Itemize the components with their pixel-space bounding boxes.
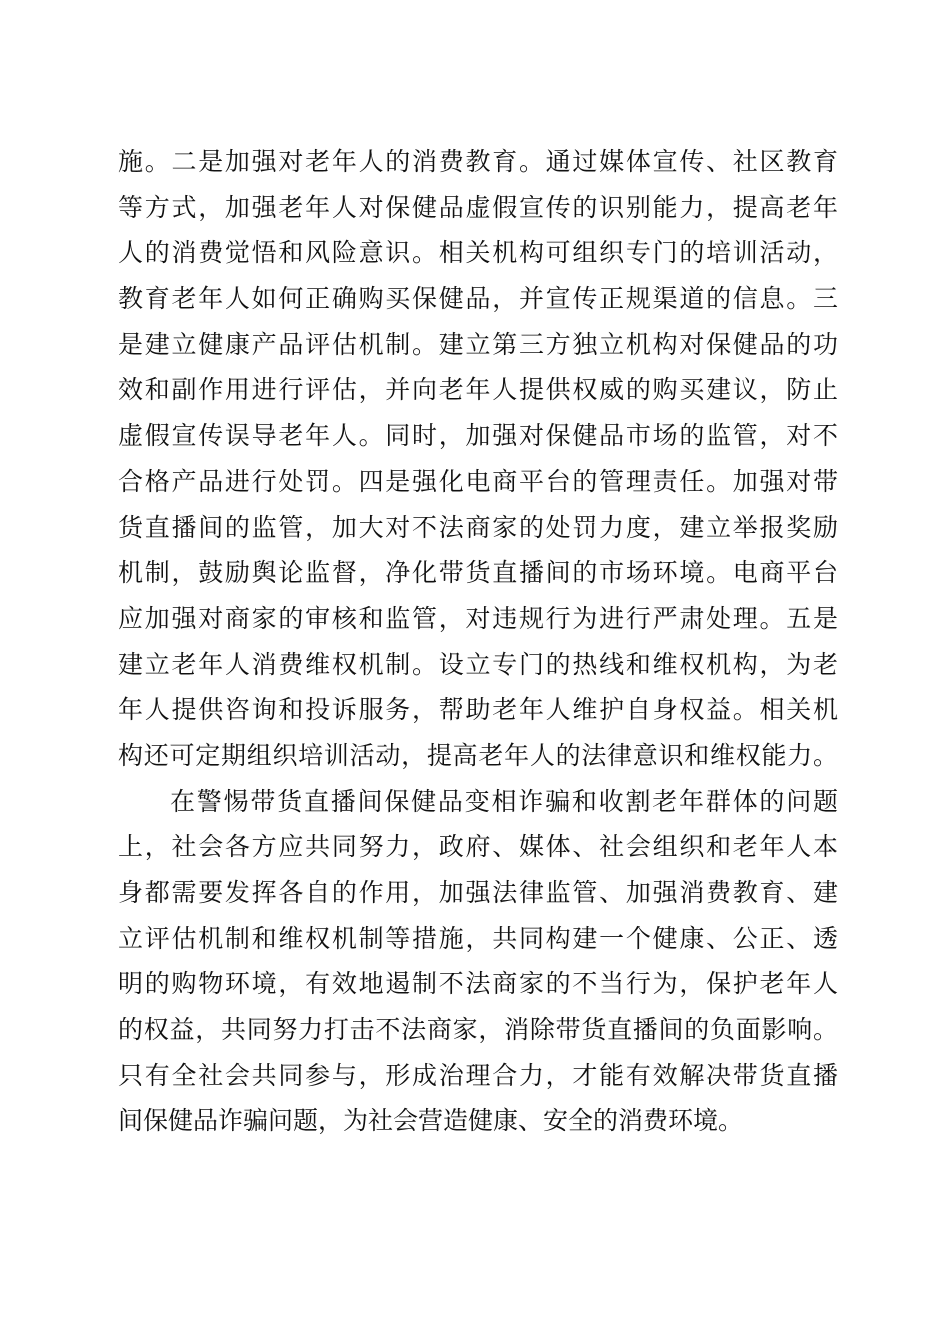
text-line: 立评估机制和维权机制等措施，共同构建一个健康、公正、透	[118, 923, 838, 953]
paragraph-2	[118, 779, 838, 1145]
text-line: 建立老年人消费维权机制。设立专门的热线和维权机构，为老	[118, 649, 838, 679]
text-line: 效和副作用进行评估，并向老年人提供权威的购买建议，防止	[118, 375, 838, 405]
text-line: 是建立健康产品评估机制。建立第三方独立机构对保健品的功	[118, 329, 838, 359]
text-line: 货直播间的监管，加大对不法商家的处罚力度，建立举报奖励	[118, 512, 838, 542]
text-line: 间保健品诈骗问题，为社会营造健康、安全的消费环境。	[118, 1106, 744, 1136]
text-line: 合格产品进行处罚。四是强化电商平台的管理责任。加强对带	[118, 466, 838, 496]
text-line: 应加强对商家的审核和监管，对违规行为进行严肃处理。五是	[118, 603, 838, 633]
text-line: 的权益，共同努力打击不法商家，消除带货直播间的负面影响。	[118, 1015, 838, 1045]
text-line: 施。二是加强对老年人的消费教育。通过媒体宣传、社区教育	[118, 147, 838, 176]
text-line: 教育老年人如何正确购买保健品，并宣传正规渠道的信息。三	[118, 284, 838, 314]
text-line: 明的购物环境，有效地遏制不法商家的不当行为，保护老年人	[118, 969, 838, 999]
text-line: 只有全社会共同参与，形成治理合力，才能有效解决带货直播	[118, 1060, 838, 1090]
document-body	[118, 139, 838, 1144]
paragraph-1	[118, 139, 838, 779]
text-line: 虚假宣传误导老年人。同时，加强对保健品市场的监管，对不	[118, 421, 838, 451]
text-line: 构还可定期组织培训活动，提高老年人的法律意识和维权能力。	[118, 740, 838, 770]
text-line: 身都需要发挥各自的作用，加强法律监管、加强消费教育、建	[118, 878, 838, 907]
text-line: 等方式，加强老年人对保健品虚假宣传的识别能力，提高老年	[118, 192, 838, 222]
text-line: 上，社会各方应共同努力，政府、媒体、社会组织和老年人本	[118, 832, 838, 862]
text-line: 机制，鼓励舆论监督，净化带货直播间的市场环境。电商平台	[118, 558, 838, 588]
text-line: 人的消费觉悟和风险意识。相关机构可组织专门的培训活动，	[118, 238, 838, 268]
text-line: 在警惕带货直播间保健品变相诈骗和收割老年群体的问题	[170, 786, 838, 816]
text-line: 年人提供咨询和投诉服务，帮助老年人维护自身权益。相关机	[118, 695, 838, 725]
